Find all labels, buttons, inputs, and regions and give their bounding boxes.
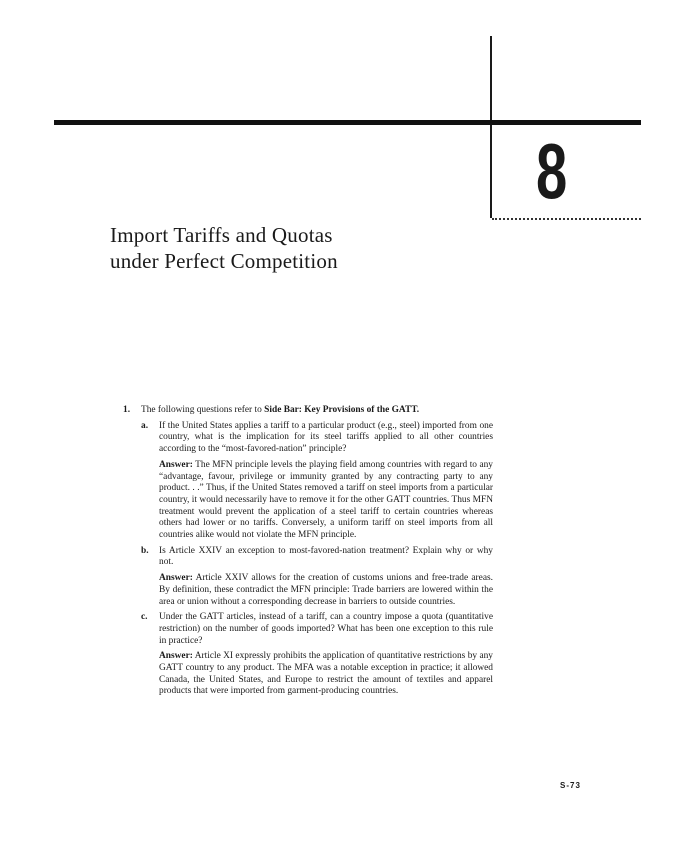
part-c-answer bbox=[159, 651, 493, 698]
question-part-b bbox=[123, 546, 493, 609]
part-c-answer-text: Article XI expressly prohibits the application of quantitative restrictions by any GATT country to any product. The MFA was a notable exception in practice; it allowed Canada, the United States, and Europe to restrict the amount of textiles and apparel products that were imported from garment-producing countries. bbox=[159, 651, 493, 697]
part-c-answer-label: Answer: bbox=[159, 651, 193, 662]
part-a-label: a. bbox=[141, 420, 149, 431]
chapter-horizontal-rule bbox=[54, 120, 641, 125]
question-1-intro-text: The following questions refer to bbox=[141, 405, 265, 415]
part-a-answer bbox=[159, 460, 493, 542]
part-b-answer-label: Answer: bbox=[159, 573, 193, 584]
chapter-vertical-rule bbox=[490, 36, 492, 218]
part-c-label: c. bbox=[141, 612, 148, 623]
chapter-title-line-2: under Perfect Competition bbox=[110, 249, 338, 273]
part-a-question: If the United States applies a tariff to a particular product (e.g., steel) imported from one country, what is the implication for its steel tariffs applied to all other countries according to the “most-favored-nation” principle? bbox=[159, 420, 493, 455]
question-1-intro bbox=[123, 405, 493, 417]
part-a-answer-text: The MFN principle levels the playing field among countries with regard to any “advantage, favour, privilege or immunity granted by any contracting party to any product. . .” Thus, if the United States removed a tariff on steel imports from a particular country, it would necessarily have to remove it for the other GATT countries. Thus MFN treatment would prevent the application of a steel tariff to certain countries whereas others had lower or no tariffs. Conversely, a uniform tariff on steel imports from all countries alike would not violate the MFN principle. bbox=[159, 459, 493, 541]
page-number: S-73 bbox=[560, 781, 581, 790]
question-1-sidebar-ref: Side Bar: Key Provisions of the GATT. bbox=[264, 405, 420, 415]
part-b-answer-text: Article XXIV allows for the creation of customs unions and free-trade areas. By definition, these contradict the MFN principle: Trade barriers are lowered within the area or union without a corresponding decrease in barriers to outside countries. bbox=[159, 573, 493, 607]
question-part-a bbox=[123, 421, 493, 542]
part-a-answer-label: Answer: bbox=[159, 459, 193, 470]
chapter-number: 8 bbox=[535, 127, 568, 215]
chapter-title bbox=[110, 222, 450, 274]
question-content bbox=[123, 405, 493, 702]
part-b-answer bbox=[159, 573, 493, 608]
part-b-label: b. bbox=[141, 545, 149, 556]
part-c-question: Under the GATT articles, instead of a tariff, can a country impose a quota (quantitative restriction) on the number of goods imported? What has been one exception to this rule in practice? bbox=[159, 612, 493, 646]
chapter-dotted-rule bbox=[492, 218, 641, 220]
question-1-number: 1. bbox=[123, 405, 131, 415]
part-b-question: Is Article XXIV an exception to most-favored-nation treatment? Explain why or why not. bbox=[159, 545, 493, 568]
chapter-title-line-1: Import Tariffs and Quotas bbox=[110, 223, 333, 247]
question-part-c bbox=[123, 612, 493, 698]
